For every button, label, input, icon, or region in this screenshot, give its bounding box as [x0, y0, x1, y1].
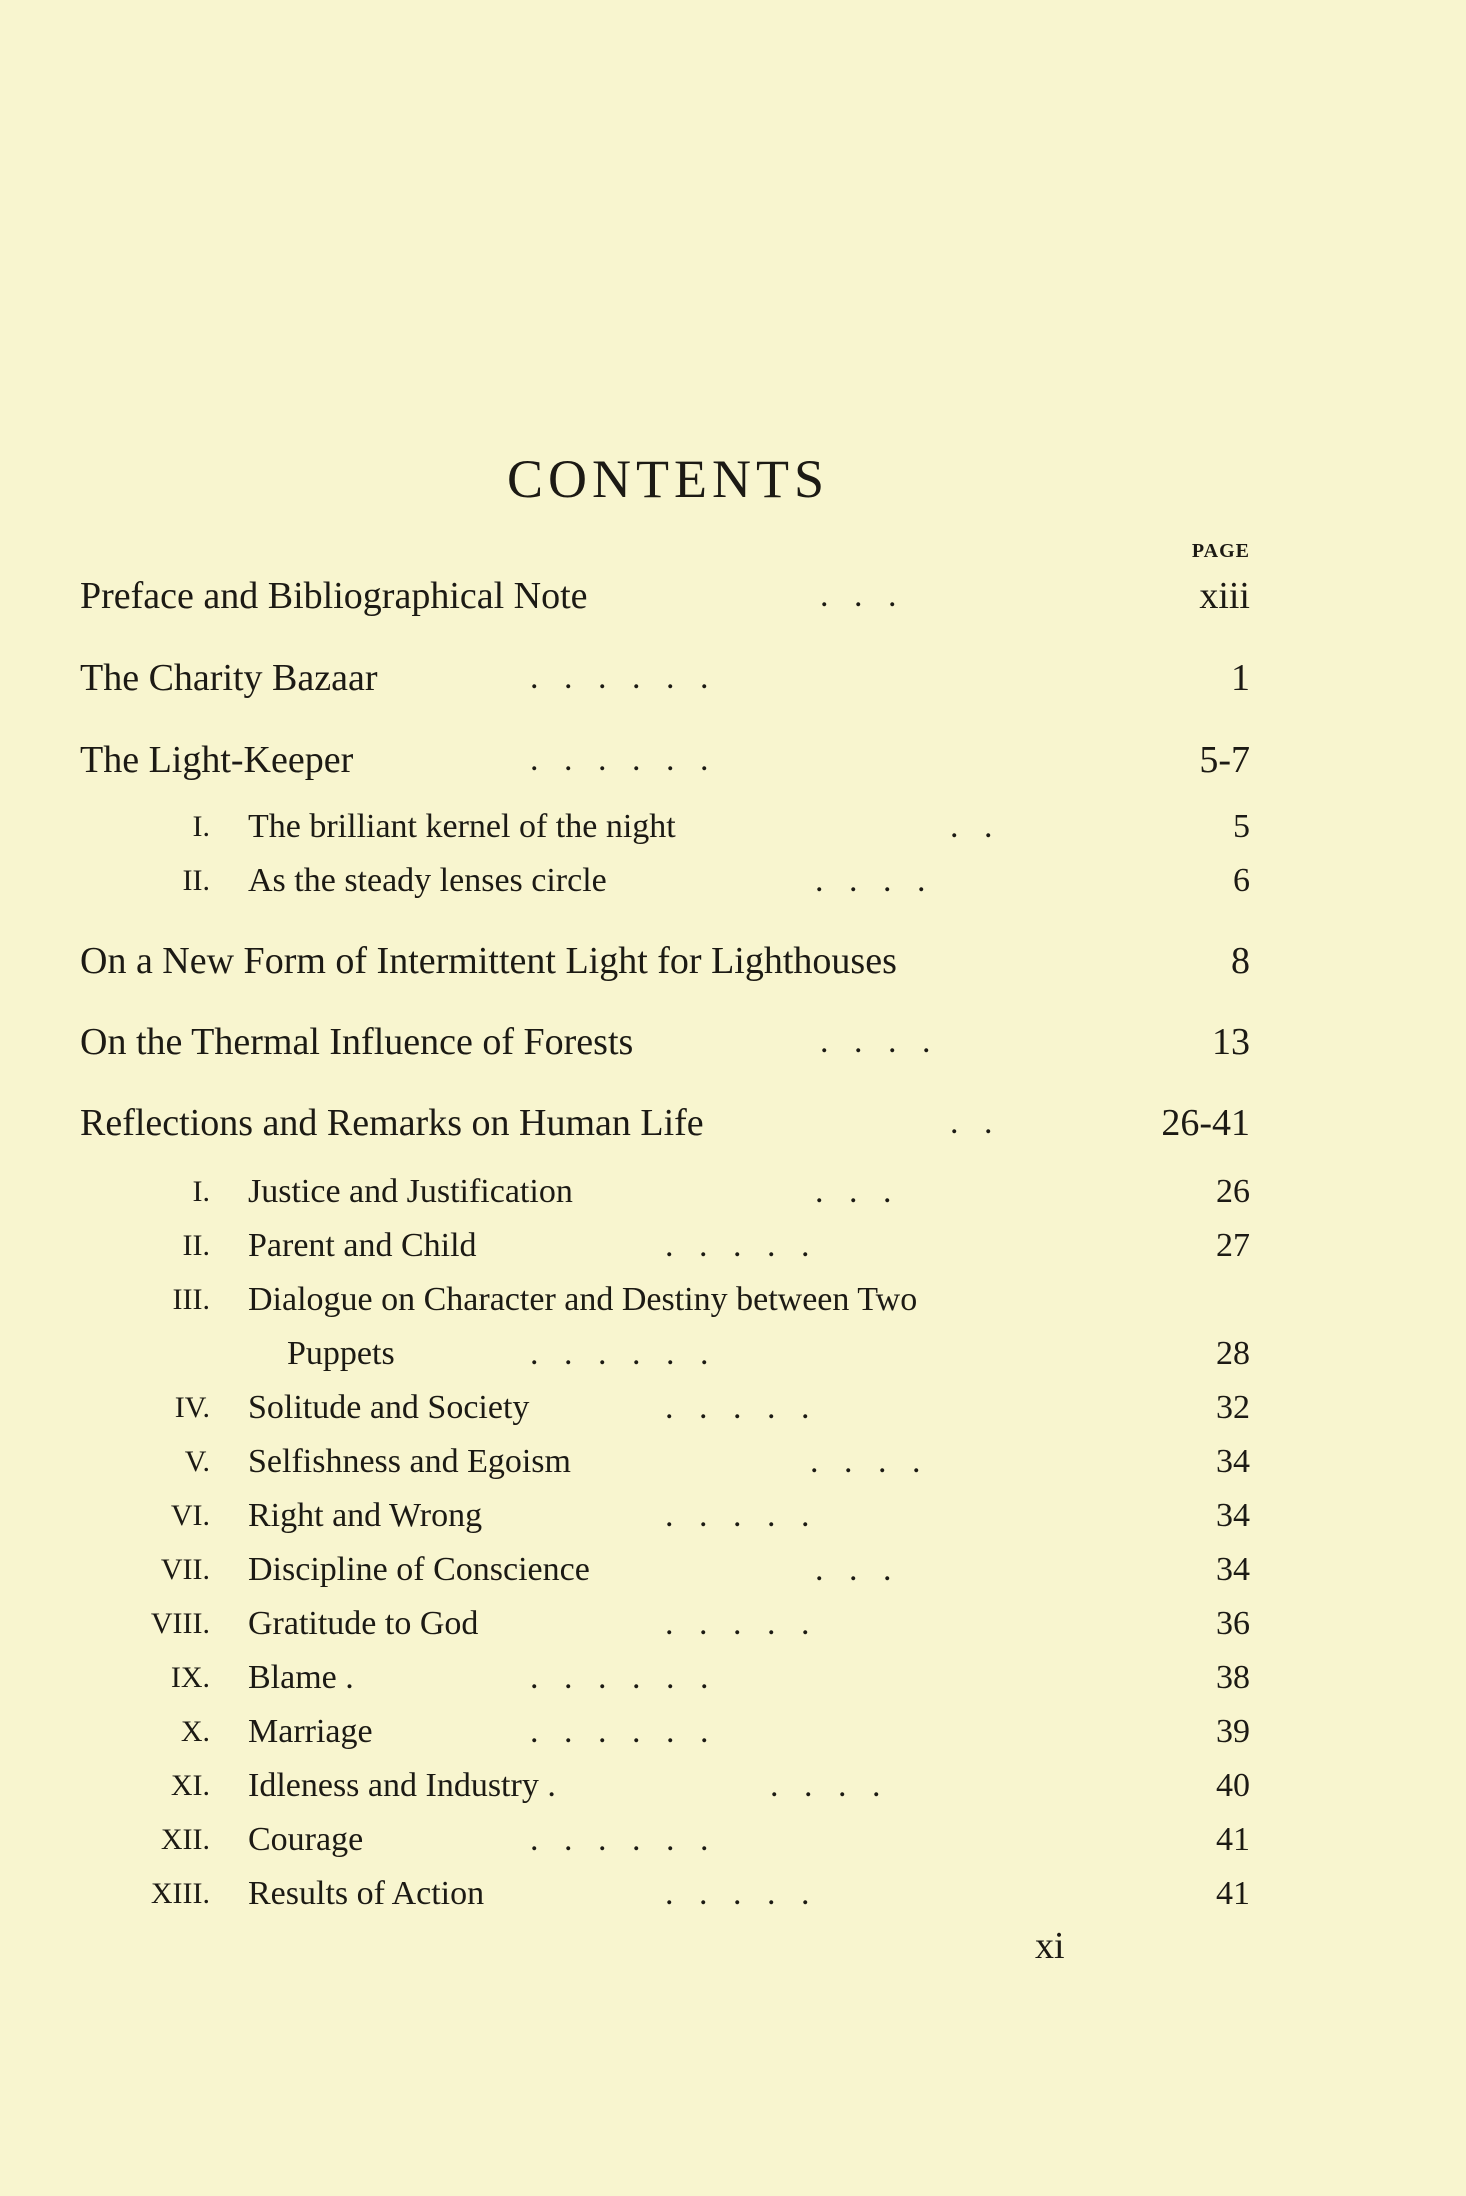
toc-subentry-title: Dialogue on Character and Destiny between Two	[248, 1281, 918, 1318]
toc-subentry-title: Right and Wrong	[248, 1497, 483, 1534]
toc-subentry-continuation	[0, 1330, 1466, 1378]
toc-subentry	[0, 1654, 1466, 1702]
toc-subentry-page: 39	[1216, 1713, 1250, 1750]
toc-entry	[80, 1099, 1250, 1147]
toc-entry-title: The Charity Bazaar	[80, 657, 378, 699]
roman-numeral: V.	[184, 1445, 210, 1478]
leader-dots: . . .	[815, 1173, 892, 1210]
roman-numeral: I.	[192, 1175, 210, 1208]
toc-subentry-title: The brilliant kernel of the night	[248, 808, 676, 845]
toc-subentry-page: 41	[1216, 1821, 1250, 1858]
toc-entry-title: Reflections and Remarks on Human Life	[80, 1102, 704, 1144]
toc-subentry-title: Justice and Justification	[248, 1173, 573, 1210]
leader-dots: . . . . . .	[530, 1659, 709, 1696]
roman-numeral: IX.	[170, 1661, 210, 1694]
toc-entry	[80, 654, 1250, 702]
toc-subentry-title: Blame .	[248, 1659, 354, 1696]
toc-entry-title: On a New Form of Intermittent Light for Lighthouses	[80, 940, 897, 982]
roman-numeral: III.	[172, 1283, 210, 1316]
toc-subentry	[0, 1546, 1466, 1594]
toc-subentry-page: 6	[1233, 862, 1250, 899]
toc-entry-page: 1	[1231, 657, 1250, 699]
page-title: CONTENTS	[507, 449, 829, 509]
toc-subentry-title: Marriage	[248, 1713, 373, 1750]
toc-entry-page: 5-7	[1199, 739, 1250, 781]
toc-subentry-title: Puppets	[287, 1335, 395, 1372]
toc-subentry-page: 5	[1233, 808, 1250, 845]
toc-subentry	[0, 1600, 1466, 1648]
page-number-footer: xi	[1035, 1925, 1065, 1967]
toc-subentry	[0, 1168, 1466, 1216]
leader-dots: . . . .	[810, 1443, 921, 1480]
toc-subentry-page: 36	[1216, 1605, 1250, 1642]
toc-subentry-page: 34	[1216, 1551, 1250, 1588]
page-column-label: PAGE	[1191, 540, 1250, 562]
toc-subentry-title: Parent and Child	[248, 1227, 477, 1264]
roman-numeral: II.	[182, 864, 210, 897]
toc-subentry	[0, 1492, 1466, 1540]
toc-subentry-page: 32	[1216, 1389, 1250, 1426]
leader-dots: . . . . . .	[530, 659, 709, 696]
toc-subentry-title: Results of Action	[248, 1875, 485, 1912]
leader-dots: . . . . . .	[530, 741, 709, 778]
roman-numeral: IV.	[174, 1391, 210, 1424]
toc-subentry-title: Gratitude to God	[248, 1605, 479, 1642]
roman-numeral: XIII.	[150, 1877, 210, 1910]
toc-entry-title: On the Thermal Influence of Forests	[80, 1021, 634, 1063]
toc-subentry-page: 34	[1216, 1497, 1250, 1534]
roman-numeral: I.	[192, 810, 210, 843]
toc-entry	[80, 572, 1250, 620]
toc-entry-page: 8	[1231, 940, 1250, 982]
toc-subentry-page: 28	[1216, 1335, 1250, 1372]
toc-subentry	[0, 1438, 1466, 1486]
leader-dots: . . . . .	[665, 1389, 810, 1426]
toc-subentry	[0, 1870, 1466, 1918]
toc-subentry	[0, 1384, 1466, 1432]
toc-entry-title: The Light-Keeper	[80, 739, 354, 781]
leader-dots: . . . . .	[665, 1605, 810, 1642]
toc-subentry-title: Discipline of Conscience	[248, 1551, 590, 1588]
leader-dots: . . . . .	[665, 1497, 810, 1534]
toc-subentry	[0, 803, 1466, 851]
toc-subentry-page: 40	[1216, 1767, 1250, 1804]
toc-subentry	[0, 1222, 1466, 1270]
roman-numeral: VI.	[170, 1499, 210, 1532]
leader-dots: . . . .	[770, 1767, 881, 1804]
toc-subentry	[0, 1762, 1466, 1810]
toc-subentry	[0, 857, 1466, 905]
toc-entry-page: 13	[1212, 1021, 1250, 1063]
roman-numeral: VII.	[160, 1553, 210, 1586]
leader-dots: . . . .	[820, 1023, 931, 1060]
leader-dots: . . . . . .	[530, 1335, 709, 1372]
toc-subentry-title: Courage	[248, 1821, 364, 1858]
toc-subentry	[0, 1708, 1466, 1756]
roman-numeral: VIII.	[150, 1607, 210, 1640]
toc-subentry	[0, 1276, 1466, 1324]
toc-subentry-page: 26	[1216, 1173, 1250, 1210]
toc-entry	[80, 736, 1250, 784]
toc-entry-title: Preface and Bibliographical Note	[80, 575, 588, 617]
leader-dots: . . . . .	[665, 1227, 810, 1264]
roman-numeral: XI.	[170, 1769, 210, 1802]
toc-subentry-title: As the steady lenses circle	[248, 862, 607, 899]
toc-entry-page: xiii	[1199, 575, 1250, 617]
leader-dots: . . .	[815, 1551, 892, 1588]
toc-entry	[80, 937, 1250, 985]
roman-numeral: X.	[180, 1715, 210, 1748]
leader-dots: . . . .	[815, 862, 926, 899]
toc-subentry	[0, 1816, 1466, 1864]
toc-subentry-page: 27	[1216, 1227, 1250, 1264]
leader-dots: . . .	[820, 577, 897, 614]
leader-dots: . .	[950, 808, 993, 845]
roman-numeral: II.	[182, 1229, 210, 1262]
leader-dots: . . . . .	[665, 1875, 810, 1912]
leader-dots: . . . . . .	[530, 1821, 709, 1858]
toc-subentry-page: 41	[1216, 1875, 1250, 1912]
toc-entry-page: 26-41	[1161, 1102, 1250, 1144]
toc-subentry-title: Solitude and Society	[248, 1389, 530, 1426]
roman-numeral: XII.	[160, 1823, 210, 1856]
toc-subentry-title: Idleness and Industry .	[248, 1767, 556, 1804]
toc-subentry-page: 38	[1216, 1659, 1250, 1696]
leader-dots: . . . . . .	[530, 1713, 709, 1750]
toc-subentry-title: Selfishness and Egoism	[248, 1443, 571, 1480]
toc-subentry-page: 34	[1216, 1443, 1250, 1480]
leader-dots: . .	[950, 1104, 993, 1141]
toc-entry	[80, 1018, 1250, 1066]
